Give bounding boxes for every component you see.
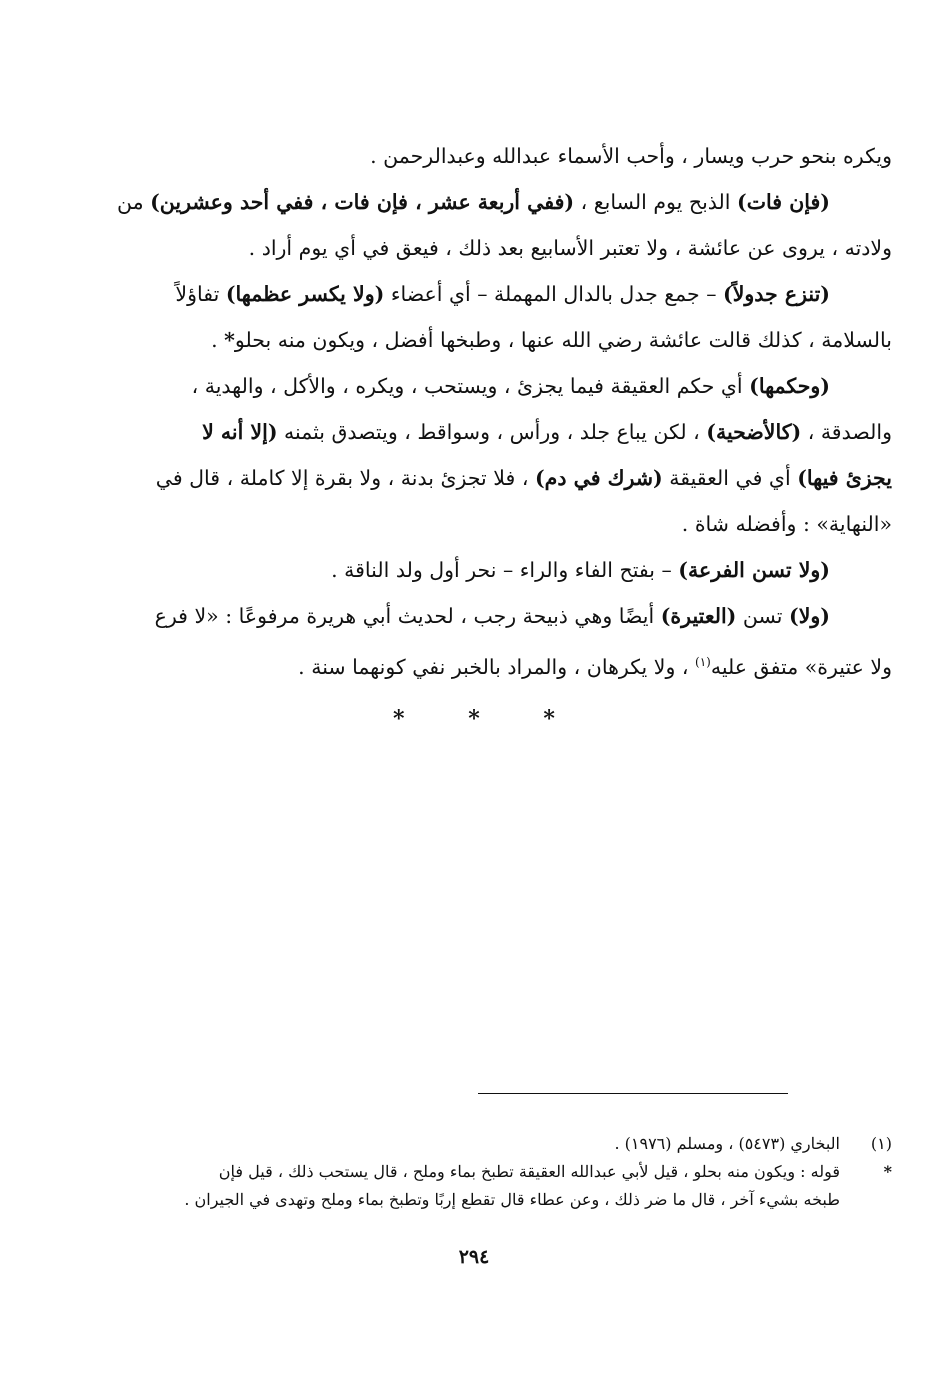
- bold-term: يجزئ فيها): [797, 466, 892, 490]
- bold-term: (شرك في دم): [534, 466, 663, 490]
- bold-term: (ولا): [789, 604, 830, 628]
- bold-term: (وحكمها): [749, 374, 830, 398]
- bold-term: (فإن فات): [737, 190, 830, 214]
- footnote-star: [50, 1158, 892, 1186]
- text-segment: ويكره بنحو حرب ويسار ، وأحب الأسماء عبدالله وعبدالرحمن .: [370, 144, 892, 168]
- text-segment: من: [116, 190, 151, 214]
- separator-star: *: [393, 706, 405, 732]
- text-segment: ولا عتيرة» متفق عليه: [710, 654, 892, 679]
- footnote-star-continuation: [50, 1186, 892, 1214]
- text-line: [50, 504, 892, 550]
- separator-star: *: [468, 706, 480, 732]
- text-line: [50, 182, 892, 228]
- bold-term: (إلا أنه لا: [202, 420, 278, 444]
- text-line: [50, 458, 892, 504]
- bold-term: (العتيرة): [660, 604, 737, 628]
- text-line: [50, 412, 892, 458]
- footnote-1-label: (١): [870, 1134, 892, 1153]
- text-segment: – بفتح الفاء والراء – نحر أول ولد الناقة .: [331, 558, 679, 582]
- text-segment: ولادته ، يروى عن عائشة ، ولا تعتبر الأسابيع بعد ذلك ، فيعق في أي يوم أراد .: [248, 236, 892, 260]
- text-line: [50, 366, 892, 412]
- separator-star: *: [543, 706, 555, 732]
- text-segment: ، ولا يكرهان ، والمراد بالخبر نفي كونهما سنة .: [298, 654, 695, 679]
- main-text: [50, 136, 892, 688]
- text-line: [50, 228, 892, 274]
- text-segment: الذبح يوم السابع ،: [574, 190, 738, 214]
- bold-term: (ولا تسن الفرعة): [678, 558, 830, 582]
- bold-term: (كالأضحية): [706, 420, 802, 444]
- footnotes: [50, 1130, 892, 1214]
- text-line: [50, 642, 892, 688]
- footnote-1-text: البخاري (٥٤٧٣) ، ومسلم (١٩٧٦) .: [614, 1134, 840, 1153]
- footnote-star-label: *: [883, 1162, 892, 1181]
- text-line: [50, 274, 892, 320]
- footnote-star-line-2: طبخه بشيء آخر ، قال ما ضر ذلك ، وعن عطاء قال تقطع إربًا وتطبخ بماء وملح وتهدى في الجيران .: [184, 1190, 840, 1209]
- text-segment: تفاؤلاً: [175, 282, 226, 306]
- text-segment: .: [211, 328, 225, 352]
- bold-term: (ففي أربعة عشر ، فإن فات ، ففي أحد وعشرين): [150, 190, 575, 214]
- text-segment: ، لكن يباع جلد ، ورأس ، وسواقط ، ويتصدق بثمنه: [277, 420, 707, 444]
- page-number: ٢٩٤: [458, 1246, 490, 1268]
- footnote-divider: [478, 1093, 788, 1094]
- footnote-1: [50, 1130, 892, 1158]
- text-segment: تسن: [736, 604, 789, 628]
- text-segment: بالسلامة ، كذلك قالت عائشة رضي الله عنها ، وطبخها أفضل ، ويكون منه بحلو: [234, 328, 892, 352]
- text-line: [50, 550, 892, 596]
- text-segment: «النهاية» : وأفضله شاة .: [681, 512, 892, 536]
- text-segment: ، فلا تجزئ بدنة ، ولا بقرة إلا كاملة ، قال في: [155, 466, 535, 490]
- text-segment: أي حكم العقيقة فيما يجزئ ، ويستحب ، ويكره ، والأكل ، والهدية ،: [191, 374, 750, 398]
- section-separator: [0, 706, 948, 732]
- footnote-star-line-1: قوله : ويكون منه بحلو ، قيل لأبي عبدالله العقيقة تطبخ بماء وملح ، قال يستحب ذلك ، قيل فإن: [218, 1162, 840, 1181]
- text-segment: – جمع جدل بالدال المهملة – أي أعضاء: [384, 282, 723, 306]
- text-segment: أيضًا وهي ذبيحة رجب ، لحديث أبي هريرة مرفوعًا : «لا فرع: [154, 604, 661, 628]
- text-line: [50, 320, 892, 366]
- bold-term: (تنزع جدولاً): [723, 282, 830, 306]
- footnote-ref[interactable]: (١): [695, 655, 711, 669]
- text-line: [50, 596, 892, 642]
- bold-term: (ولا يكسر عظمها): [225, 282, 385, 306]
- text-line: [50, 136, 892, 182]
- bold-term: *: [224, 328, 235, 352]
- text-segment: أي في العقيقة: [662, 466, 798, 490]
- text-segment: والصدقة ،: [801, 420, 892, 444]
